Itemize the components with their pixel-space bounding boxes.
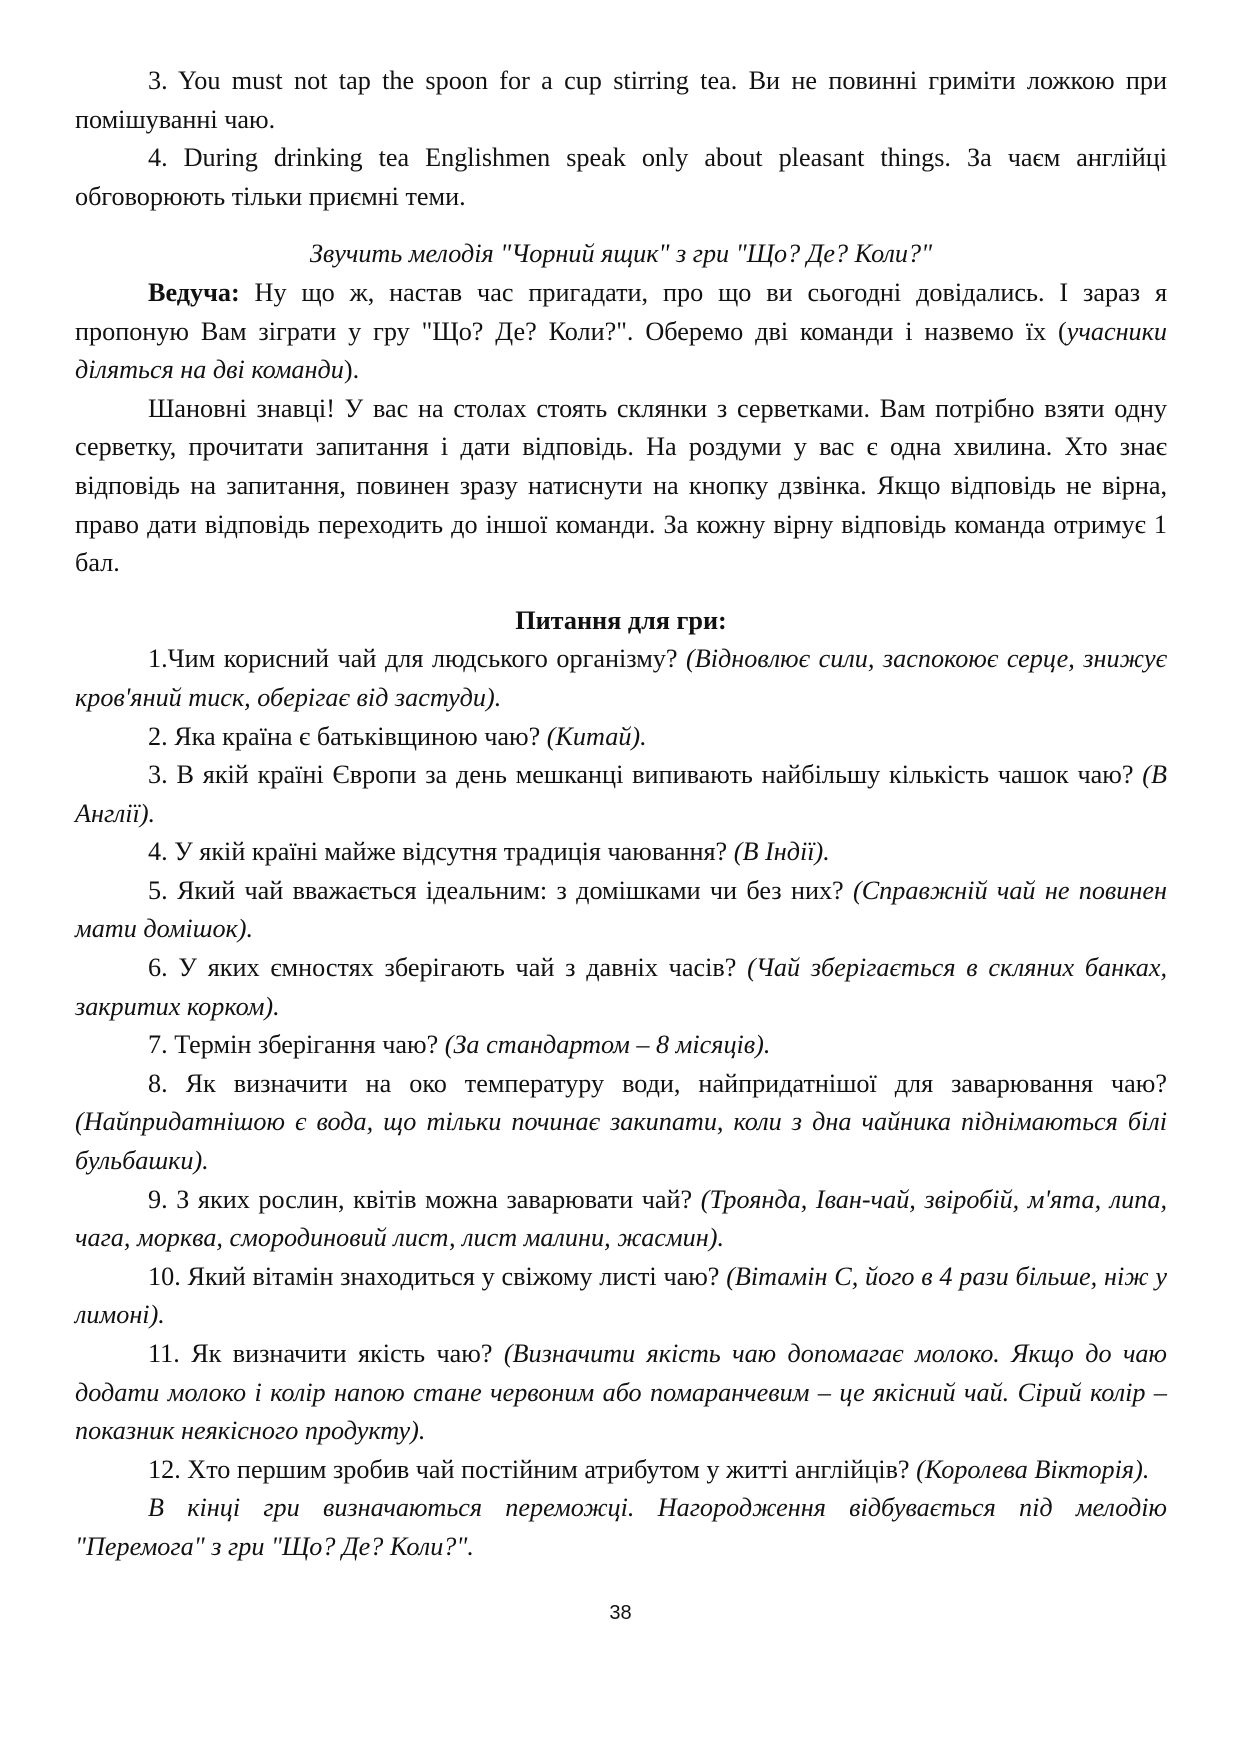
question-item [75, 640, 1167, 717]
answer-text: (Визначити якість чаю допомагає молоко. Якщо до чаю додати молоко і колір напою стане червоним або помаранчевим – це якісний чай. Сірий колір – показник неякісного продукту). [75, 1339, 1167, 1446]
question-item [75, 1451, 1167, 1490]
answer-text: (Королева Вікторія). [916, 1454, 1150, 1484]
question-text: 2. Яка країна є батьківщиною чаю? [148, 721, 547, 751]
paragraph-gap [75, 216, 1167, 235]
question-text: 11. Як визначити якість чаю? [148, 1339, 504, 1368]
question-text: 4. У якій країні майже відсутня традиція чаювання? [148, 837, 734, 867]
answer-text: (Троянда, Іван-чай, звіробій, м'ята, липа, чага, морква, смородиновий лист, лист малини, жасмин). [75, 1184, 1167, 1253]
host-note: учасники діляться на дві команди [75, 316, 1167, 385]
host-end: ). [343, 355, 360, 385]
question-item [75, 949, 1167, 1026]
question-item [75, 872, 1167, 949]
closing-paragraph: В кінці гри визначаються переможці. Нагородження відбувається під мелодію "Перемога" з гри "Що? Де? Коли?". [75, 1493, 1167, 1561]
question-item [75, 1258, 1167, 1335]
answer-text: (Найпридатнішою є вода, що тільки починає закипати, коли з дна чайника піднімаються білі бульбашки). [75, 1107, 1167, 1176]
intro-item: 4. During drinking tea Englishmen speak only about pleasant things. За чаєм англійці обговорюють тільки приємні теми. [75, 143, 1167, 211]
question-text: 7. Термін зберігання чаю? [148, 1030, 445, 1060]
question-text: 12. Хто першим зробив чай постійним атрибутом у житті англійців? [148, 1454, 917, 1484]
answer-text: (Відновлює сили, заспокоює серце, знижує кров'яний тиск, оберігає від застуди). [75, 644, 1167, 712]
question-item [75, 1335, 1167, 1451]
paragraph-gap [75, 583, 1167, 602]
host-text: Ну що ж, настав час пригадати, про що ви сьогодні довідались. І зараз я пропоную Вам зіграти у гру "Що? Де? Коли?". Оберемо дві команди і назвемо їх ( [75, 277, 1167, 346]
page-number: 38 [609, 1602, 632, 1624]
question-item [75, 1026, 1167, 1065]
question-text: 9. З яких рослин, квітів можна заварювати чай? [148, 1184, 701, 1214]
question-text: 10. Який вітамін знаходиться у свіжому листі чаю? [148, 1261, 727, 1291]
intro-item: 3. You must not tap the spoon for a cup stirring tea. Ви не повинні гриміти ложкою при помішуванні чаю. [75, 66, 1167, 134]
question-item [75, 718, 1167, 757]
answer-text: (В Англії). [75, 760, 1167, 828]
answer-text: (В Індії). [733, 837, 830, 867]
stage-direction: Звучить мелодія "Чорний ящик" з гри "Що? Де? Коли?" [309, 239, 933, 269]
questions-heading: Питання для гри: [515, 605, 727, 635]
question-text: 8. Як визначити на око температуру води, найпридатнішої для заварювання чаю? [148, 1068, 1167, 1098]
answer-text: (Вітамін С, його в 4 рази більше, ніж у лимоні). [75, 1261, 1167, 1330]
question-item [75, 1181, 1167, 1258]
question-item [75, 756, 1167, 833]
question-item [75, 1065, 1167, 1181]
question-text: 1.Чим корисний чай для людського організму? [148, 644, 687, 674]
question-text: 3. В якій країні Європи за день мешканці випивають найбільшу кількість чашок чаю? [148, 760, 1143, 790]
answer-text: (Китай). [546, 721, 647, 751]
answer-text: (За стандартом – 8 місяців). [444, 1030, 771, 1060]
answer-text: (Справжній чай не повинен мати домішок). [75, 875, 1167, 944]
answer-text: (Чай зберігається в скляних банках, закритих корком). [75, 953, 1167, 1021]
document-page [75, 62, 1167, 1567]
host-label: Ведуча: [148, 277, 240, 307]
question-text: 5. Який чай вважається ідеальним: з домішками чи без них? [148, 875, 853, 905]
question-text: 6. У яких ємностях зберігають чай з давніх часів? [148, 953, 748, 983]
question-item [75, 833, 1167, 872]
rules-paragraph: Шановні знавці! У вас на столах стоять склянки з серветками. Вам потрібно взяти одну серветку, прочитати запитання і дати відповідь. На роздуми у вас є одна хвилина. Хто знає відповідь на запитання, повинен зразу натиснути на кнопку дзвінка. Якщо відповідь не вірна, право дати відповідь переходить до іншої команди. За кожну вірну відповідь команда отримує 1 бал. [75, 393, 1167, 578]
host-paragraph [75, 274, 1167, 390]
